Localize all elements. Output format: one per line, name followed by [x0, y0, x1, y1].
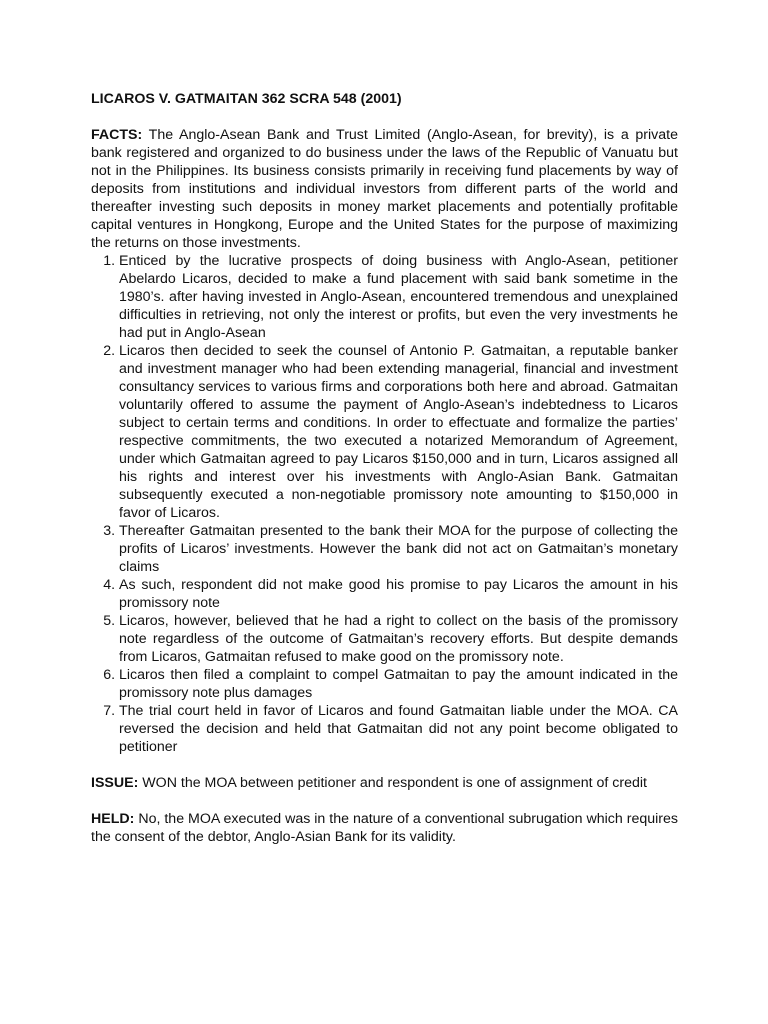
facts-intro: The Anglo-Asean Bank and Trust Limited (Anglo-Asean, for brevity), is a private bank registered and organized to do business under the laws of the Republic of Vanuatu but not in the Philippines. Its business consists primarily in receiving fund placements by way of deposits from institutions and individual investors from different parts of the world and thereafter investing such deposits in money market placements and potentially profitable capital ventures in Hongkong, Europe and the United States for the purpose of maximizing the returns on those investments.: [91, 127, 678, 251]
section-spacer: [91, 792, 678, 810]
section-spacer: [91, 756, 678, 774]
facts-item-3: 3. Thereafter Gatmaitan presented to the bank their MOA for the purpose of collecting the profits of Licaros’ investments. However the bank did not act on Gatmaitan’s monetary claims: [119, 522, 678, 576]
issue-text: WON the MOA between petitioner and respondent is one of assignment of credit: [142, 775, 647, 791]
issue-label: ISSUE:: [91, 775, 139, 791]
held-text: No, the MOA executed was in the nature of a conventional subrugation which requires the consent of the debtor, Anglo-Asian Bank for its validity.: [91, 811, 678, 845]
facts-paragraph: [91, 126, 678, 252]
facts-item-4: 4. As such, respondent did not make good his promise to pay Licaros the amount in his promissory note: [119, 576, 678, 612]
facts-item-7: 7. The trial court held in favor of Licaros and found Gatmaitan liable under the MOA. CA reversed the decision and held that Gatmaitan did not any point become obligated to petitioner: [119, 702, 678, 756]
facts-list: [91, 252, 678, 756]
facts-item-5: 5. Licaros, however, believed that he had a right to collect on the basis of the promissory note regardless of the outcome of Gatmaitan’s recovery efforts. But despite demands from Licaros, Gatmaitan refused to make good on the promissory note.: [119, 612, 678, 666]
held-label: HELD:: [91, 811, 135, 827]
facts-item-6: 6. Licaros then filed a complaint to compel Gatmaitan to pay the amount indicated in the promissory note plus damages: [119, 666, 678, 702]
facts-item-2: 2. Licaros then decided to seek the counsel of Antonio P. Gatmaitan, a reputable banker and investment manager who had been extending managerial, financial and investment consultancy services to various firms and corporations both here and abroad. Gatmaitan voluntarily offered to assume the payment of Anglo-Asean’s indebtedness to Licaros subject to certain terms and conditions. In order to effectuate and formalize the parties’ respective commitments, the two executed a notarized Memorandum of Agreement, under which Gatmaitan agreed to pay Licaros $150,000 and in turn, Licaros assigned all his rights and interest over his investments with Anglo-Asian Bank. Gatmaitan subsequently executed a non-negotiable promissory note amounting to $150,000 in favor of Licaros.: [119, 342, 678, 522]
document-page: [91, 90, 678, 846]
held-paragraph: [91, 810, 678, 846]
facts-item-1: 1. Enticed by the lucrative prospects of doing business with Anglo-Asean, petitioner Abelardo Licaros, decided to make a fund placement with said bank sometime in the 1980’s. after having invested in Anglo-Asean, encountered tremendous and unexplained difficulties in retrieving, not only the interest or profits, but even the very investments he had put in Anglo-Asean: [119, 252, 678, 342]
facts-label: FACTS:: [91, 127, 143, 143]
issue-paragraph: [91, 774, 678, 792]
case-title: LICAROS V. GATMAITAN 362 SCRA 548 (2001): [91, 91, 402, 107]
